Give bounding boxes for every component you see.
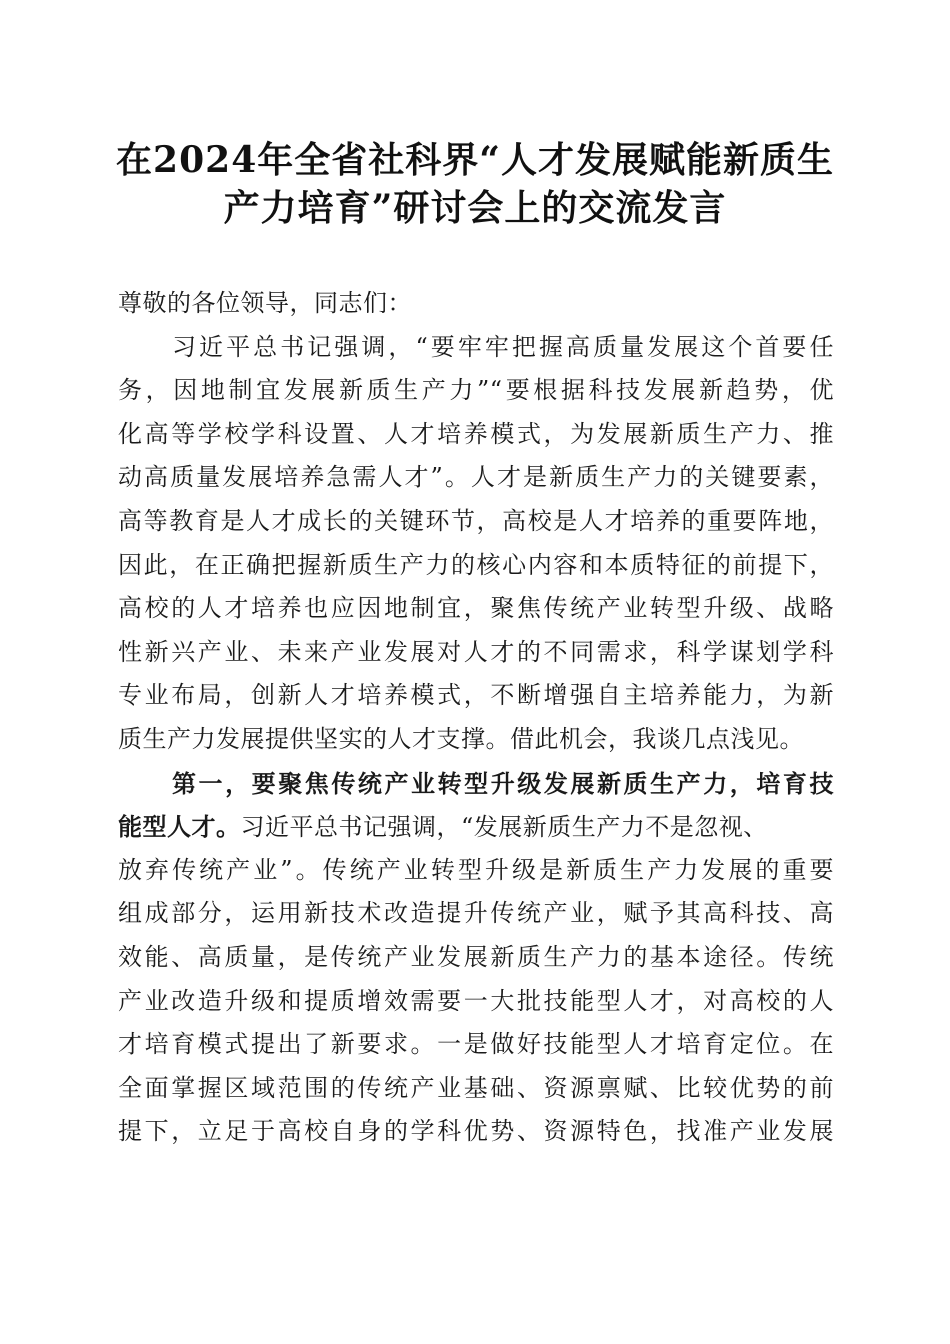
paragraph-2-line: 才培育模式提出了新要求。一是做好技能型人才培育定位。在 (118, 1030, 834, 1059)
paragraph-2-heading-end: 能型人才。 (118, 812, 241, 842)
paragraph-2-line-rest: 习近平总书记强调，“发展新质生产力不是忽视、 (240, 813, 768, 842)
document-title (100, 136, 850, 232)
paragraph-2-line: 效能、高质量，是传统产业发展新质生产力的基本途径。传统 (118, 942, 834, 971)
paragraph-1-line: 务，因地制宜发展新质生产力”“要根据科技发展新趋势，优 (118, 376, 834, 405)
paragraph-2-heading-line: 第一，要聚焦传统产业转型升级发展新质生产力，培育技 (172, 768, 834, 798)
paragraph-2-line (118, 805, 834, 849)
paragraph-1-line: 高等教育是人才成长的关键环节，高校是人才培养的重要阵地， (118, 506, 834, 535)
paragraph-2-line: 组成部分，运用新技术改造提升传统产业，赋予其高科技、高 (118, 899, 834, 928)
paragraph-1-line: 质生产力发展提供坚实的人才支撑。借此机会，我谈几点浅见。 (118, 724, 804, 753)
title-line: 在2024年全省社科界“人才发展赋能新质生 (116, 139, 834, 181)
paragraph-1-line: 习近平总书记强调，“要牢牢把握高质量发展这个首要任 (172, 332, 834, 361)
paragraph-1-line: 化高等学校学科设置、人才培养模式，为发展新质生产力、推 (118, 419, 834, 448)
paragraph-1-line: 高校的人才培养也应因地制宜，聚焦传统产业转型升级、战略 (118, 594, 834, 623)
paragraph-2-line: 提下，立足于高校自身的学科优势、资源特色，找准产业发展 (118, 1117, 834, 1146)
paragraph-1-line: 动高质量发展培养急需人才”。人才是新质生产力的关键要素， (118, 463, 834, 492)
title-line: 产力培育”研讨会上的交流发言 (223, 187, 727, 229)
document-body (118, 282, 834, 1154)
salutation: 尊敬的各位领导，同志们： (118, 289, 412, 317)
paragraph-1-line: 性新兴产业、未来产业发展对人才的不同需求，科学谋划学科 (118, 637, 834, 666)
paragraph-2-line: 全面掌握区域范围的传统产业基础、资源禀赋、比较优势的前 (118, 1073, 834, 1102)
paragraph-1-line: 专业布局，创新人才培养模式，不断增强自主培养能力，为新 (118, 681, 834, 710)
paragraph-1-line: 因此，在正确把握新质生产力的核心内容和本质特征的前提下， (118, 550, 834, 579)
paragraph-2-line: 放弃传统产业”。传统产业转型升级是新质生产力发展的重要 (118, 855, 834, 884)
paragraph-2-line: 产业改造升级和提质增效需要一大批技能型人才，对高校的人 (118, 986, 834, 1015)
